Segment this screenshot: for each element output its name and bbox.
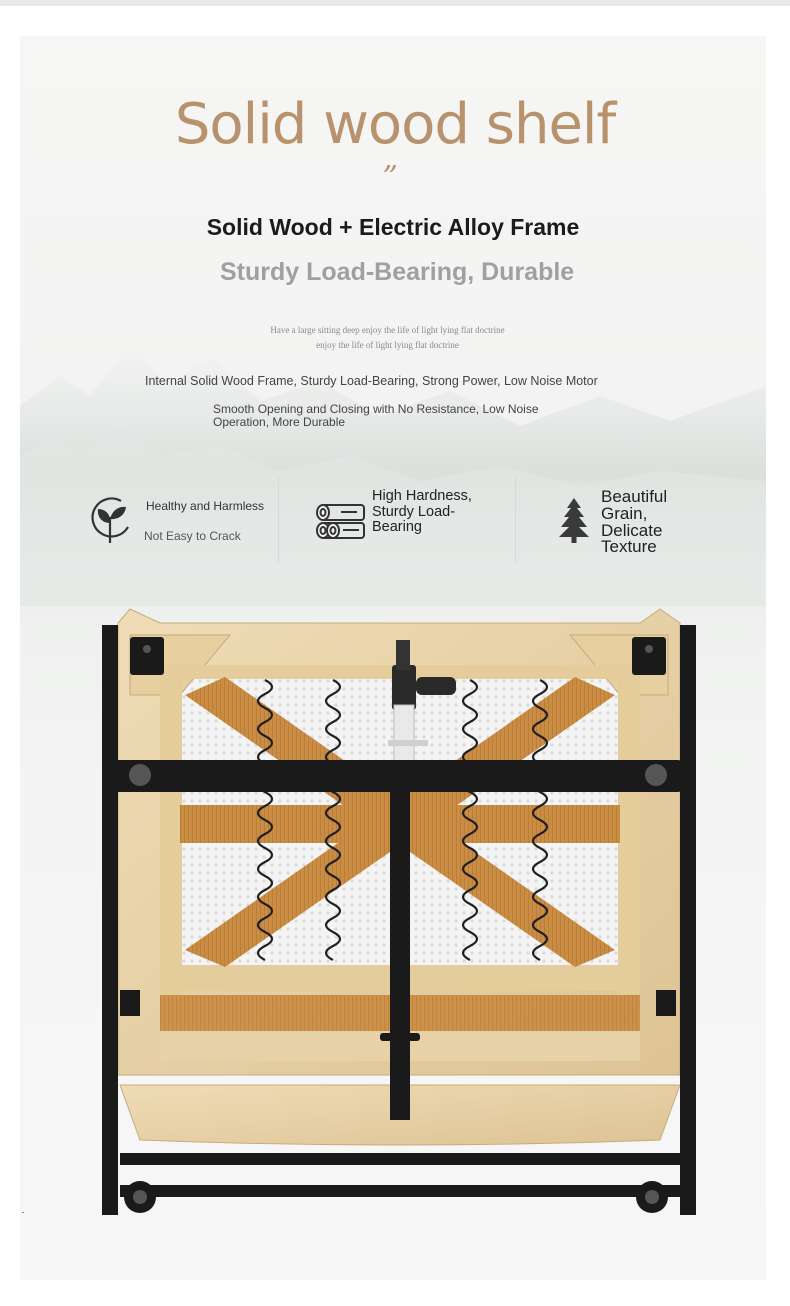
feature-healthy-label: Healthy and Harmless (146, 499, 265, 513)
log-stack-icon (313, 503, 367, 541)
pine-tree-icon (557, 497, 591, 543)
top-strip (0, 0, 790, 6)
description-2: Smooth Opening and Closing with No Resistance, Low Noise Operation, More Durable (213, 402, 539, 429)
headline: Sturdy Load-Bearing, Durable (220, 258, 575, 286)
feature-divider (278, 477, 279, 563)
quote-mark: ” (382, 160, 398, 195)
subtitle: Solid Wood + Electric Alloy Frame (206, 214, 580, 240)
sofa-bed-frame-illustration (100, 605, 696, 1220)
feature-healthy-sub: Not Easy to Crack (144, 529, 241, 543)
page-title: Solid wood shelf (174, 92, 616, 157)
english-tagline-1: Have a large sitting deep enjoy the life of light lying flat doctrine (270, 325, 505, 335)
corner-mark (22, 1212, 24, 1213)
feature-divider (515, 477, 516, 563)
feature-hardness-label: High Hardness, Sturdy Load-Bearing (372, 488, 472, 535)
feature-grain-label: Beautiful Grain, Delicate Texture (601, 487, 668, 557)
description-1: Internal Solid Wood Frame, Sturdy Load-Bearing, Strong Power, Low Noise Motor (145, 374, 598, 388)
english-tagline-2: enjoy the life of light lying flat doctrine (316, 340, 459, 350)
sprout-leaf-icon (88, 495, 134, 545)
